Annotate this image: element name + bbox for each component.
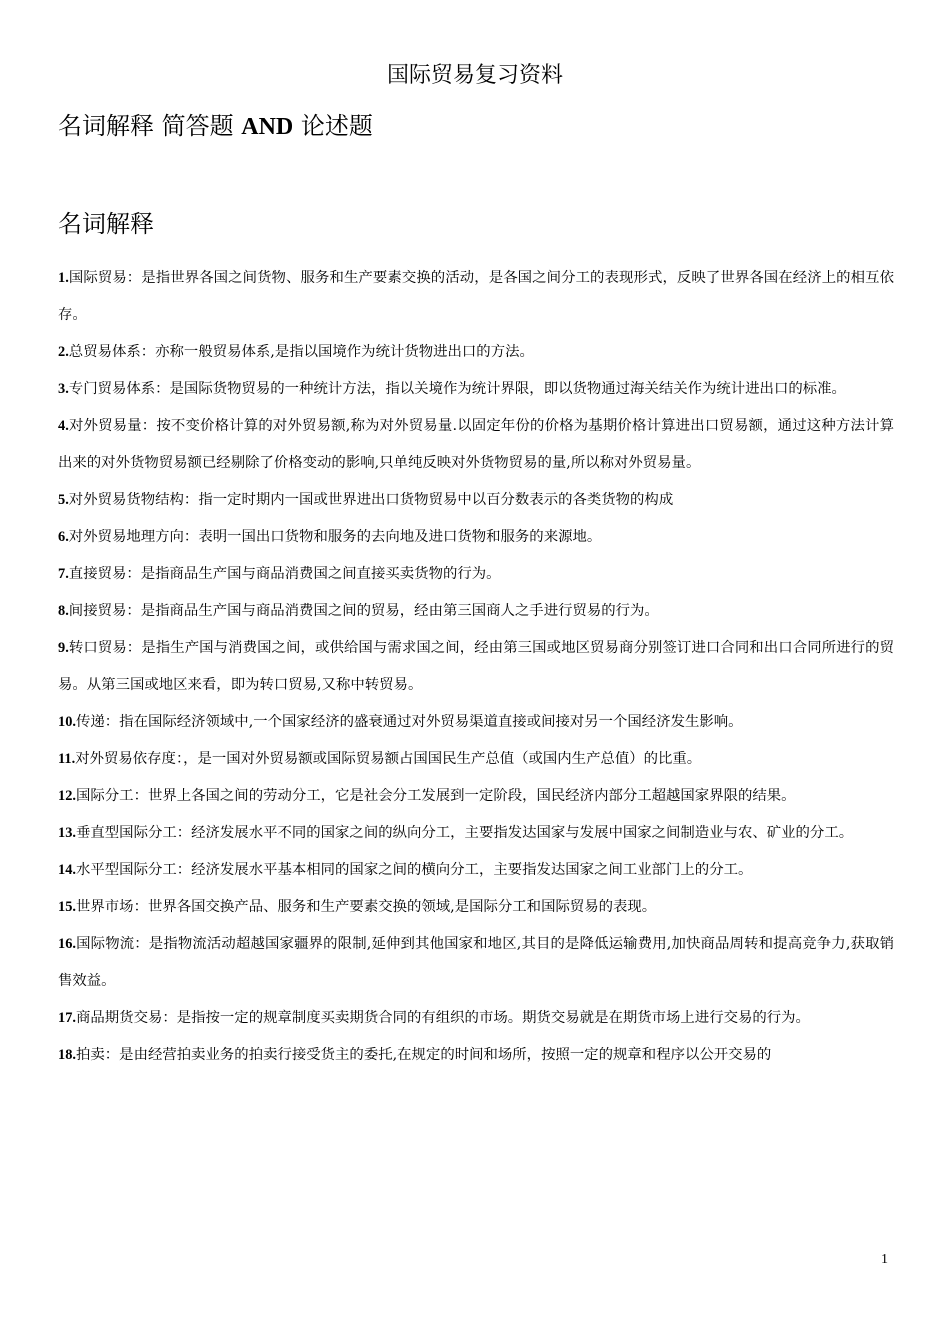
term-number: 11. <box>58 751 76 767</box>
term-definition-text: 间接贸易：是指商品生产国与商品消费国之间的贸易，经由第三国商人之手进行贸易的行为。 <box>68 603 659 619</box>
term-number: 1. <box>58 270 69 286</box>
term-definition-text: 国际物流：是指物流活动超越国家疆界的限制,延伸到其他国家和地区,其目的是降低运输费用,加快商品周转和提高竞争力,获取销售效益。 <box>58 936 894 989</box>
term-definition-item <box>58 704 894 741</box>
subtitle-suffix: 论述题 <box>293 112 373 140</box>
term-number: 15. <box>58 899 76 915</box>
term-number: 17. <box>58 1010 76 1026</box>
document-subtitle <box>58 108 373 145</box>
term-definition-text: 垂直型国际分工：经济发展水平不同的国家之间的纵向分工，主要指发达国家与发展中国家之间制造业与农、矿业的分工。 <box>76 825 854 841</box>
term-definition-text: 拍卖：是由经营拍卖业务的拍卖行接受货主的委托,在规定的时间和场所，按照一定的规章和程序以公开交易的 <box>76 1047 772 1063</box>
term-definition-item <box>58 334 894 371</box>
term-definition-text: 商品期货交易：是指按一定的规章制度买卖期货合同的有组织的市场。期货交易就是在期货市场上进行交易的行为。 <box>76 1010 810 1026</box>
term-definition-item <box>58 741 894 778</box>
term-number: 13. <box>58 825 76 841</box>
term-definition-item <box>58 815 894 852</box>
term-number: 5. <box>58 492 69 508</box>
term-definition-item <box>58 408 894 482</box>
term-definition-text: 总贸易体系：亦称一般贸易体系,是指以国境作为统计货物进出口的方法。 <box>68 344 534 360</box>
subtitle-prefix: 名词解释 简答题 <box>58 112 242 140</box>
term-definition-text: 世界市场：世界各国交换产品、服务和生产要素交换的领域,是国际分工和国际贸易的表现。 <box>76 899 657 915</box>
subtitle-and: AND <box>241 114 294 140</box>
term-definition-item <box>58 630 894 704</box>
term-definition-text: 国际贸易：是指世界各国之间货物、服务和生产要素交换的活动，是各国之间分工的表现形式，反映了世界各国在经济上的相互依存。 <box>58 270 894 323</box>
term-definition-text: 对外贸易地理方向：表明一国出口货物和服务的去向地及进口货物和服务的来源地。 <box>68 529 602 545</box>
term-number: 2. <box>58 344 69 360</box>
term-definition-item <box>58 926 894 1000</box>
term-number: 4. <box>58 418 69 434</box>
section-heading: 名词解释 <box>58 210 154 238</box>
term-definition-item <box>58 778 894 815</box>
term-definition-item <box>58 556 894 593</box>
document-title: 国际贸易复习资料 <box>386 63 563 88</box>
term-definition-text: 对外贸易依存度：，是一国对外贸易额或国际贸易额占国国民生产总值（或国内生产总值）的比重。 <box>75 751 702 767</box>
term-definition-item <box>58 260 894 334</box>
term-definition-text: 国际分工：世界上各国之间的劳动分工，它是社会分工发展到一定阶段，国民经济内部分工超越国家界限的结果。 <box>76 788 796 804</box>
term-number: 14. <box>58 862 76 878</box>
term-definition-text: 对外贸易量：按不变价格计算的对外贸易额,称为对外贸易量.以固定年份的价格为基期价格计算进出口贸易额，通过这种方法计算出来的对外货物贸易额已经剔除了价格变动的影响,只单纯反映对外货物贸易的量,所以称对外贸易量。 <box>58 418 894 471</box>
term-definition-text: 转口贸易：是指生产国与消费国之间，或供给国与需求国之间，经由第三国或地区贸易商分别签订进口合同和出口合同所进行的贸易。从第三国或地区来看，即为转口贸易,又称中转贸易。 <box>58 640 894 693</box>
term-definition-item <box>58 482 894 519</box>
term-definition-text: 传递：指在国际经济领域中,一个国家经济的盛衰通过对外贸易渠道直接或间接对另一个国经济发生影响。 <box>76 714 743 730</box>
term-number: 8. <box>58 603 69 619</box>
term-definition-item <box>58 889 894 926</box>
term-number: 6. <box>58 529 69 545</box>
page-number: 1 <box>881 1252 888 1267</box>
term-definition-item <box>58 519 894 556</box>
term-definition-item <box>58 1037 894 1074</box>
term-definition-text: 直接贸易：是指商品生产国与商品消费国之间直接买卖货物的行为。 <box>68 566 501 582</box>
term-definition-item <box>58 593 894 630</box>
term-definition-text: 专门贸易体系：是国际货物贸易的一种统计方法，指以关境作为统计界限，即以货物通过海关结关作为统计进出口的标准。 <box>68 381 846 397</box>
term-definition-item <box>58 371 894 408</box>
term-definition-text: 对外贸易货物结构：指一定时期内一国或世界进出口货物贸易中以百分数表示的各类货物的构成 <box>68 492 674 508</box>
term-definition-list <box>58 260 894 1074</box>
term-number: 10. <box>58 714 76 730</box>
term-definition-item <box>58 852 894 889</box>
term-number: 9. <box>58 640 69 656</box>
term-number: 16. <box>58 936 76 952</box>
term-number: 7. <box>58 566 69 582</box>
term-definition-item <box>58 1000 894 1037</box>
term-definition-text: 水平型国际分工：经济发展水平基本相同的国家之间的横向分工，主要指发达国家之间工业部门上的分工。 <box>76 862 753 878</box>
term-number: 12. <box>58 788 76 804</box>
term-number: 3. <box>58 381 69 397</box>
term-number: 18. <box>58 1047 76 1063</box>
